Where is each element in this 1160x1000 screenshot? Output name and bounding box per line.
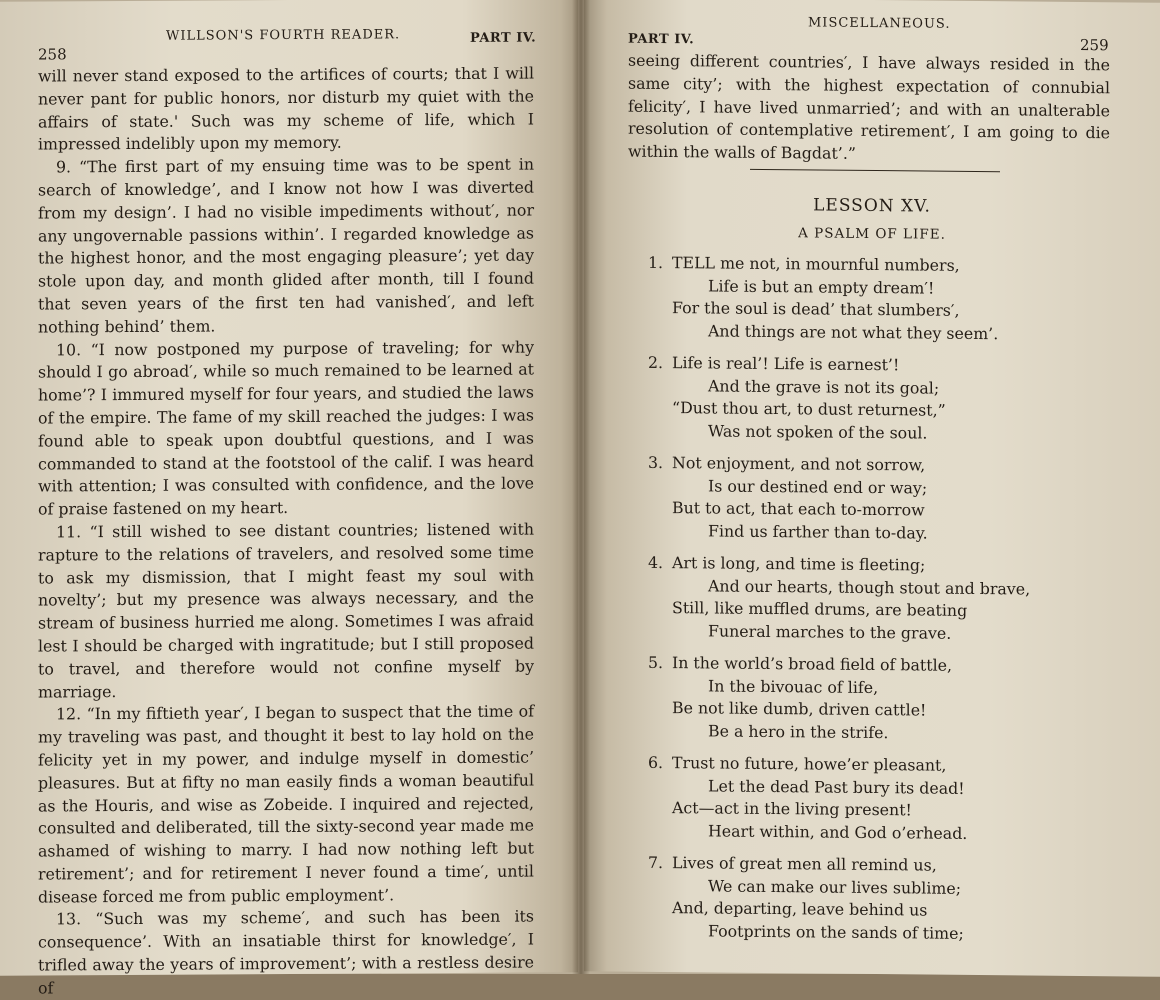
stanza-number: 4. bbox=[648, 552, 664, 572]
stanza bbox=[648, 252, 1112, 346]
stanza bbox=[648, 552, 1112, 646]
poem-line: And things are not what they seem’. bbox=[708, 320, 999, 343]
poem-line: Still, like muffled drums, are beating bbox=[672, 598, 968, 620]
poem-line: And, departing, leave behind us bbox=[672, 898, 928, 920]
poem-line: Was not spoken of the soul. bbox=[708, 420, 928, 443]
stanza-number: 1. bbox=[648, 252, 664, 272]
poem-line: Footprints on the sands of time; bbox=[708, 920, 964, 943]
paragraph: 9. “The first part of my ensuing time was to be spent in search of knowledge’, and I know not how I was diverted from my design’. I had no visible impediments without′, nor any ungovernable passions within’. I regarded knowledge as the highest honor, and the most engaging pleasure’; yet day stole upon day, and month glided after month, till I found that seven years of the first ten had vanished′, and left nothing behind’ them. bbox=[38, 154, 534, 337]
paragraph: 10. “I now postponed my purpose of traveling; for why should I go abroad′, while so much remained to be learned at home’? I immured myself for four years, and studied the laws of the empire. The fame of my skill reached the judges: I was found able to speak upon doubtful questions, and I was commanded to stand at the footstool of the calif. I was heard with attention; I was consulted with confidence, and the love of praise fastened on my heart. bbox=[38, 337, 534, 519]
part-label-left: PART IV. bbox=[470, 30, 537, 46]
stanza bbox=[648, 752, 1112, 846]
poem-line: Trust no future, howe’er pleasant, bbox=[672, 753, 947, 775]
stanza-number: 2. bbox=[648, 352, 664, 372]
stanza bbox=[648, 852, 1112, 946]
poem-line: Be not like dumb, driven cattle! bbox=[672, 698, 927, 720]
stanza-number: 7. bbox=[648, 852, 664, 872]
poem-line: Act—act in the living present! bbox=[672, 798, 912, 820]
paragraph: will never stand exposed to the artifices of courts; that I will never pant for public honors, nor disturb my quiet with the affairs of state.' Such was my scheme of life, which I impressed indelibly upon my memory. bbox=[38, 63, 534, 154]
poem-line: Life is but an empty dream′! bbox=[708, 275, 935, 298]
poem-line: We can make our lives sublime; bbox=[708, 875, 962, 898]
stanza bbox=[648, 452, 1112, 546]
stanza-number: 5. bbox=[648, 652, 664, 672]
stanza-number: 3. bbox=[648, 452, 664, 472]
poem-line: Funeral marches to the grave. bbox=[708, 620, 952, 643]
poem-line: Is our destined end or way; bbox=[708, 475, 928, 498]
lesson-subtitle: A PSALM OF LIFE. bbox=[798, 225, 946, 243]
poem-line: In the bivouac of life, bbox=[708, 675, 879, 697]
paragraph: 11. “I still wished to see distant countries; listened with rapture to the relations of travelers, and resolved some time to ask my dismission, that I might feast my soul with novelty’; but my presence was always necessary, and the stream of business hurried me along. Sometimes I was afraid lest I should be charged with ingratitude; but I still proposed to travel, and therefore would not confine myself by marriage. bbox=[38, 519, 534, 702]
poem-line: And the grave is not its goal; bbox=[708, 375, 940, 398]
poem-line: Be a hero in the strife. bbox=[708, 720, 889, 742]
running-head-left: WILLSON'S FOURTH READER. bbox=[166, 27, 401, 44]
book-gutter bbox=[572, 0, 590, 974]
poem bbox=[648, 252, 1112, 956]
running-head-right: MISCELLANEOUS. bbox=[808, 15, 951, 32]
part-label-right: PART IV. bbox=[628, 31, 695, 48]
stanza bbox=[648, 352, 1112, 446]
poem-line: But to act, that each to-morrow bbox=[672, 498, 925, 520]
page-number-right: 259 bbox=[1080, 35, 1109, 55]
left-body-text bbox=[38, 63, 534, 1000]
paragraph: 13. “Such was my scheme′, and such has been its consequence’. With an insatiable thirst for knowledge′, I trifled away the years of improvement’; with a restless desire of bbox=[38, 906, 534, 998]
lesson-title: LESSON XV. bbox=[813, 195, 931, 217]
poem-line: For the soul is dead’ that slumbers′, bbox=[672, 298, 960, 320]
poem-line: In the world’s broad field of battle, bbox=[672, 653, 953, 675]
poem-line: Let the dead Past bury its dead! bbox=[708, 775, 965, 798]
paragraph: 12. “In my fiftieth year′, I began to suspect that the time of my traveling was past, and thought it best to lay hold on the felicity yet in my power, and indulge myself in domestic’ pleasures. But at fifty no man easily finds a woman beautiful as the Houris, and wise as Zobeide. I inquired and rejected, consulted and deliberated, till the sixty-second year made me ashamed of wishing to marry. I had now nothing left but retirement’; and for retirement I never found a time′, until disease forced me from public employment’. bbox=[38, 701, 534, 907]
poem-line: Find us farther than to-day. bbox=[708, 520, 928, 543]
poem-line: And our hearts, though stout and brave, bbox=[708, 575, 1031, 599]
poem-line: TELL me not, in mournful numbers, bbox=[672, 253, 960, 275]
poem-line: Heart within, and God o’erhead. bbox=[708, 820, 968, 843]
poem-line: Life is real’! Life is earnest’! bbox=[672, 353, 900, 375]
poem-line: Not enjoyment, and not sorrow, bbox=[672, 453, 926, 475]
poem-line: Lives of great men all remind us, bbox=[672, 853, 937, 875]
continuation-text: seeing different countries′, I have always resided in the same city’; with the highest expectation of connubial felicity′, I have lived unmarried’; and with an unalterable resolution of contemplative retirement′, I am going to die within the walls of Bagdat’.” bbox=[628, 50, 1110, 164]
stanza-number: 6. bbox=[648, 752, 664, 772]
right-page bbox=[584, 0, 1160, 977]
left-page bbox=[0, 0, 578, 998]
section-divider bbox=[750, 169, 1000, 172]
page-number-left: 258 bbox=[38, 45, 67, 64]
stanza bbox=[648, 652, 1112, 746]
poem-line: “Dust thou art, to dust returnest,” bbox=[672, 398, 946, 420]
poem-line: Art is long, and time is fleeting; bbox=[672, 553, 926, 575]
